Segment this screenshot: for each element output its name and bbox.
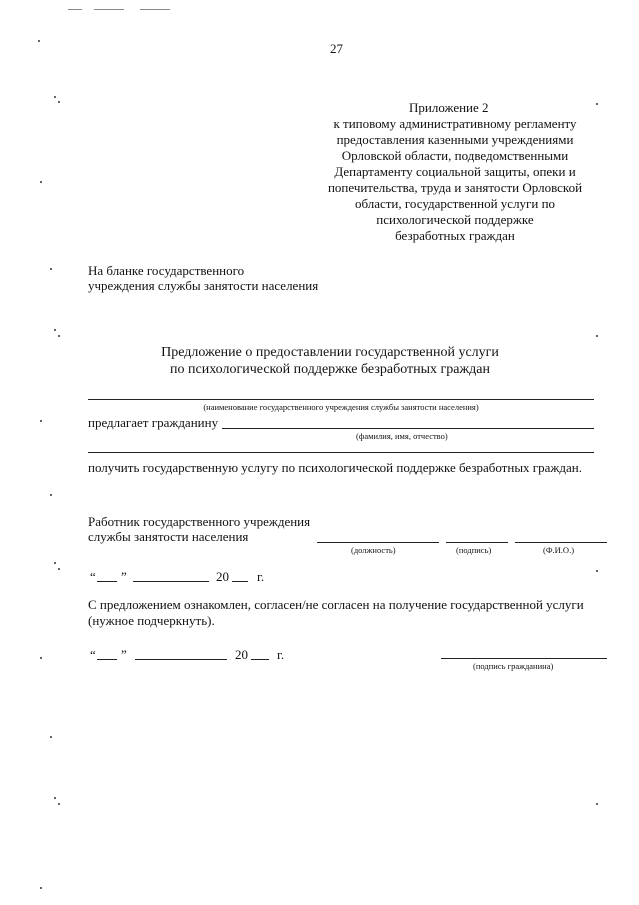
position-line (317, 542, 439, 543)
scan-dot (58, 803, 60, 805)
scan-dot (50, 494, 52, 496)
scan-dot (50, 736, 52, 738)
scan-mark (94, 9, 124, 10)
citizen-signature-caption: (подпись гражданина) (473, 661, 554, 671)
scan-mark (140, 9, 170, 10)
scan-dot (50, 268, 52, 270)
appendix-line: психологической поддержке (376, 212, 534, 227)
worker-title: службы занятости населения (88, 529, 249, 544)
date-quote-close: ” (121, 569, 127, 584)
scan-dot (58, 335, 60, 337)
day-line (97, 659, 117, 660)
year-prefix: 20 (235, 647, 248, 662)
page-number: 27 (330, 41, 343, 56)
year-suffix: г. (277, 647, 285, 662)
scan-dot (54, 96, 56, 98)
offers-label: предлагает гражданину (88, 415, 219, 430)
date-quote-open: “ (90, 647, 96, 662)
appendix-title: Приложение 2 (409, 100, 489, 115)
scan-dot (54, 797, 56, 799)
month-line (135, 659, 227, 660)
appendix-line: попечительства, труда и занятости Орловской (327, 180, 583, 195)
fio-line (515, 542, 607, 543)
scan-dot (54, 329, 56, 331)
acquainted-text: С предложением ознакомлен, согласен/не согласен на получение государственной услуги (88, 597, 584, 612)
scan-dot (40, 420, 42, 422)
appendix-line: безработных граждан (395, 228, 515, 243)
form-title: по психологической поддержке безработных граждан (170, 362, 490, 377)
letterhead-line: учреждения службы занятости населения (88, 278, 319, 293)
scan-dot (596, 803, 598, 805)
scan-dot (596, 103, 598, 105)
scan-dot (596, 335, 598, 337)
appendix-line: Департаменту социальной защиты, опеки и (334, 164, 576, 179)
date-quote-close: ” (121, 647, 127, 662)
signature-line (446, 542, 508, 543)
appendix-line: Орловской области, подведомственными (341, 148, 569, 163)
appendix-line: предоставления казенными учреждениями (336, 132, 574, 147)
citizen-name-line (222, 428, 594, 429)
receive-service-text: получить государственную услугу по психологической поддержке безработных граждан. (88, 460, 582, 475)
letterhead-line: На бланке государственного (88, 263, 245, 278)
year-prefix: 20 (216, 569, 229, 584)
scan-dot (38, 40, 40, 42)
appendix-line: к типовому административному регламенту (333, 116, 577, 131)
position-caption: (должность) (351, 545, 396, 555)
citizen-name-line-2 (88, 452, 594, 453)
acquainted-note: (нужное подчеркнуть). (88, 613, 215, 628)
worker-title: Работник государственного учреждения (88, 514, 311, 529)
institution-caption: (наименование государственного учреждения службы занятости населения) (203, 402, 479, 412)
scan-dot (40, 181, 42, 183)
signature-caption: (подпись) (456, 545, 492, 555)
scan-dot (596, 570, 598, 572)
day-line (97, 581, 117, 582)
scan-dot (58, 101, 60, 103)
year-line (232, 581, 248, 582)
scan-dot (54, 562, 56, 564)
year-suffix: г. (257, 569, 265, 584)
scan-mark (68, 9, 82, 10)
scan-dot (58, 568, 60, 570)
year-line (251, 659, 269, 660)
worker-fio-caption: (Ф.И.О.) (543, 545, 575, 555)
date-quote-open: “ (90, 569, 96, 584)
fio-caption: (фамилия, имя, отчество) (356, 431, 448, 441)
scan-dot (40, 657, 42, 659)
month-line (133, 581, 209, 582)
institution-line (88, 399, 594, 400)
appendix-line: области, государственной услуги по (354, 196, 556, 211)
scan-dot (40, 887, 42, 889)
citizen-signature-line (441, 658, 607, 659)
form-title: Предложение о предоставлении государственной услуги (161, 345, 499, 360)
